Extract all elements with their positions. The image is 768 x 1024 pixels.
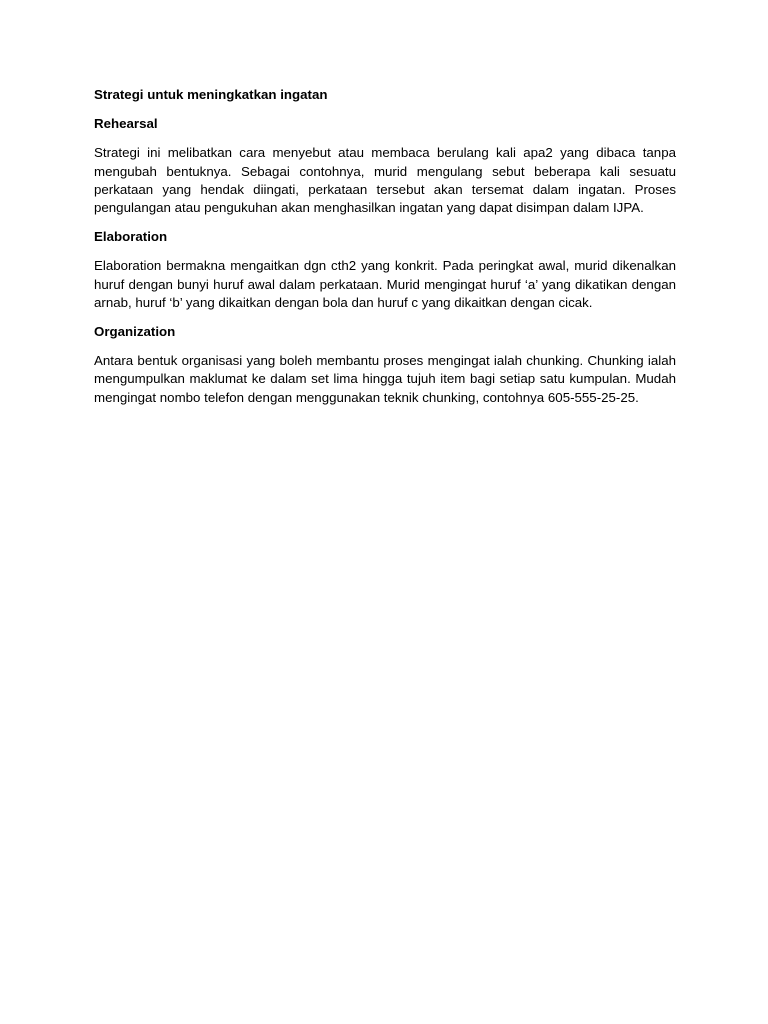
section-paragraph: Elaboration bermakna mengaitkan dgn cth2 yang konkrit. Pada peringkat awal, murid dikenalkan huruf dengan bunyi huruf awal dalam perkataan. Murid mengingat huruf ‘a’ yang dikatikan dengan arnab, huruf ‘b’ yang dikaitkan dengan bola dan huruf c yang dikaitkan dengan cicak. xyxy=(94,258,676,310)
section-heading: Organization xyxy=(94,324,176,340)
section-rehearsal xyxy=(94,115,676,217)
section-heading: Rehearsal xyxy=(94,116,158,132)
section-heading: Elaboration xyxy=(94,229,168,245)
section-organization xyxy=(94,323,676,407)
section-paragraph: Strategi ini melibatkan cara menyebut atau membaca berulang kali apa2 yang dibaca tanpa mengubah bentuknya. Sebagai contohnya, murid mengulang sebut beberapa kali sesuatu perkataan yang hendak diingati, perkataan tersebut akan tersemat dalam ingatan. Proses pengulangan atau pengukuhan akan menghasilkan ingatan yang dapat disimpan dalam IJPA. xyxy=(94,145,676,216)
section-elaboration xyxy=(94,228,676,312)
document-title: Strategi untuk meningkatkan ingatan xyxy=(94,87,328,102)
document-content xyxy=(94,86,676,418)
section-paragraph: Antara bentuk organisasi yang boleh membantu proses mengingat ialah chunking. Chunking ialah mengumpulkan maklumat ke dalam set lima hingga tujuh item bagi setiap satu kumpulan. Mudah mengingat nombo telefon dengan menggunakan teknik chunking, contohnya 605-555-25-25. xyxy=(94,353,676,405)
